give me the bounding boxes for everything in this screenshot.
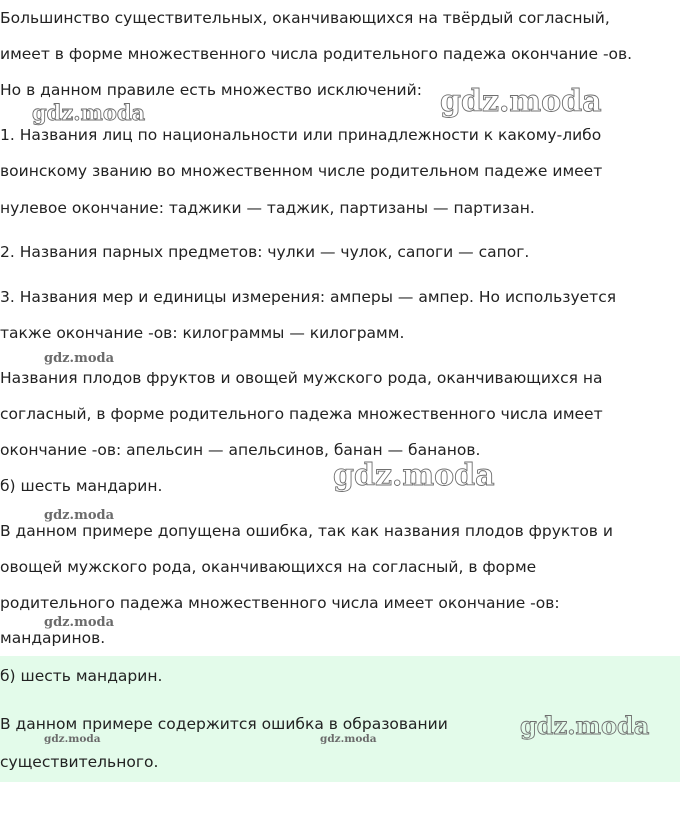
- solution-line: Но в данном правиле есть множество исключений:: [0, 81, 422, 99]
- watermark-logo: gdz.moda: [44, 615, 115, 630]
- watermark-logo: gdz.moda: [44, 508, 115, 523]
- solution-line: согласный, в форме родительного падежа множественного числа имеет: [0, 405, 603, 423]
- solution-line: 3. Названия мер и единицы измерения: амперы — ампер. Но используется: [0, 288, 617, 306]
- solution-line: Большинство существительных, оканчивающихся на твёрдый согласный,: [0, 9, 610, 27]
- solution-line: Названия плодов фруктов и овощей мужского рода, оканчивающихся на: [0, 369, 603, 387]
- solution-line: имеет в форме множественного числа родительного падежа окончание -ов.: [0, 45, 633, 63]
- watermark-logo: gdz.moda: [32, 100, 146, 125]
- solution-line: В данном примере допущена ошибка, так как названия плодов фруктов и: [0, 522, 613, 540]
- solution-line: также окончание -ов: килограммы — килограмм.: [0, 324, 405, 342]
- solution-line: б) шесть мандарин.: [0, 477, 163, 495]
- watermark-logo: gdz.moda: [520, 711, 650, 740]
- solution-line: родительного падежа множественного числа имеет окончание -ов:: [0, 594, 560, 612]
- answer-line: существительного.: [0, 753, 159, 771]
- solution-line: окончание -ов: апельсин — апельсинов, банан — бананов.: [0, 441, 481, 459]
- solution-line: мандаринов.: [0, 629, 106, 647]
- watermark-logo: gdz.moda: [44, 733, 101, 745]
- watermark-logo: gdz.moda: [44, 351, 115, 366]
- watermark-logo: gdz.moda: [320, 733, 377, 745]
- solution-line: воинскому званию во множественном числе родительном падеже имеет: [0, 162, 603, 180]
- solution-line: овощей мужского рода, оканчивающихся на согласный, в форме: [0, 558, 537, 576]
- solution-line: 2. Названия парных предметов: чулки — чулок, сапоги — сапог.: [0, 243, 530, 261]
- solution-line: 1. Названия лиц по национальности или принадлежности к какому-либо: [0, 126, 602, 144]
- solution-line: нулевое окончание: таджики — таджик, партизаны — партизан.: [0, 199, 535, 217]
- watermark-logo: gdz.moda: [440, 84, 602, 119]
- watermark-logo: gdz.moda: [333, 458, 495, 493]
- answer-line: В данном примере содержится ошибка в образовании: [0, 715, 448, 733]
- answer-line: б) шесть мандарин.: [0, 667, 163, 685]
